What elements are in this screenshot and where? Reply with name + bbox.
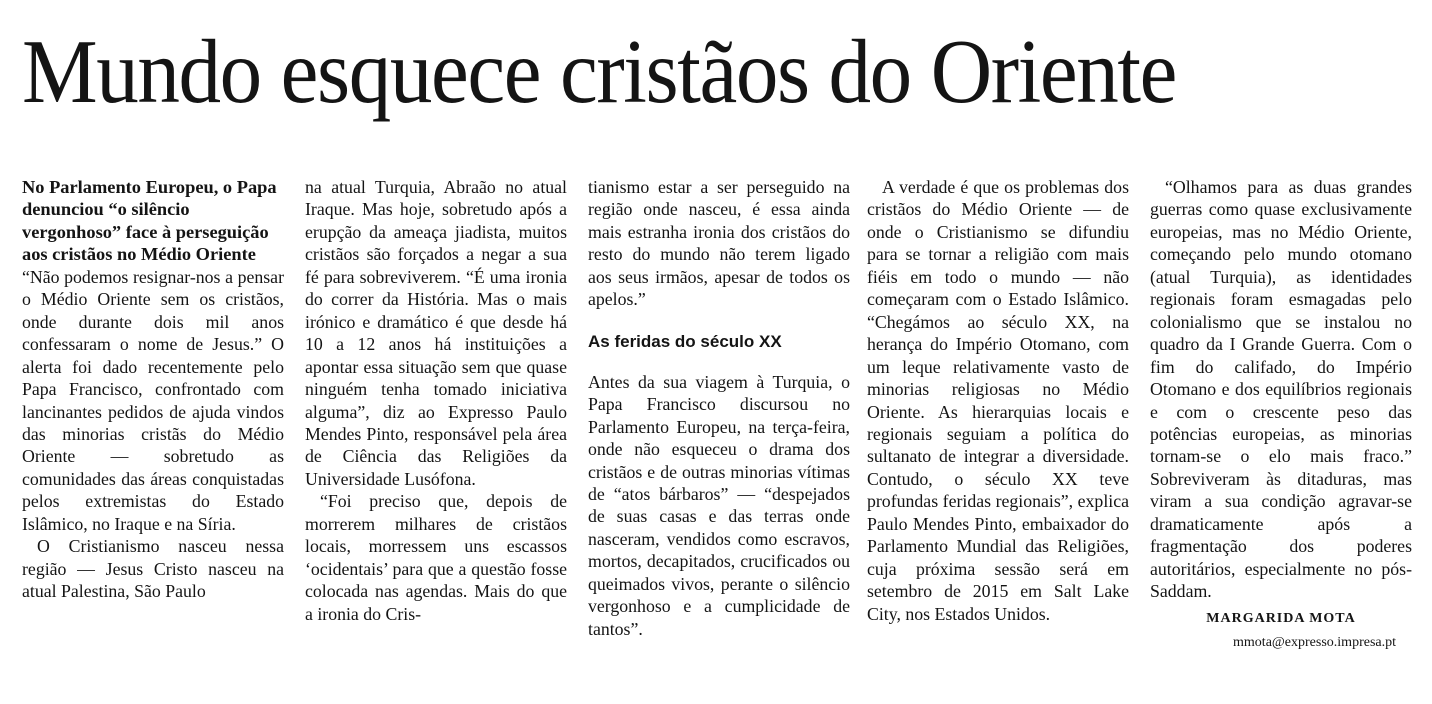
article-column-1 [22,176,284,603]
article-column-5 [1150,176,1412,653]
author-byline: MARGARIDA MOTA [1206,610,1356,626]
body-paragraph: tianismo estar a ser perseguido na região onde nasceu, é essa ainda mais estranha ironia dos cristãos do resto do mundo não terem ligado aos seus irmãos, apesar de todos os apelos.” [588,177,850,310]
body-paragraph: “Não podemos resignar-nos a pensar o Médio Oriente sem os cristãos, onde durante dois mil anos confessaram o nome de Jesus.” O alerta foi dado recentemente pelo Papa Francisco, confrontado com lancinantes pedidos de ajuda vindos das minorias cristãs do Médio Oriente — sobretudo as comunidades das áreas conquistadas pelos extremistas do Estado Islâmico, no Iraque e na Síria. [22,266,284,534]
article-column-3 [588,176,850,640]
article-column-4 [867,176,1129,625]
article-column-2 [305,176,567,625]
body-paragraph: “Olhamos para as duas grandes guerras como quase exclusivamente europeias, mas no Médio Oriente, começando pelo mundo otomano (atual Turquia), as identidades regionais foram esmagadas pelo colonialismo que se instalou no quadro da I Grande Guerra. Com o fim do califado, do Império Otomano e dos equilíbrios regionais e com o crescente peso das potências europeias, as minorias tornam-se o elo mais fraco.” Sobreviveram às ditaduras, mas viram a sua condição agravar-se dramaticamente após a fragmentação dos poderes autoritários, especialmente no pós-Saddam. [1150,177,1412,602]
body-paragraph: Antes da sua viagem à Turquia, o Papa Francisco discursou no Parlamento Europeu, na terça-feira, onde não esqueceu o drama dos cristãos e de outras minorias vítimas de “atos bárbaros” — “despejados de suas casas e das terras onde nasceram, vendidos como escravos, mortos, decapitados, crucificados ou queimados vivos, perante o silêncio vergonhoso e a cumplicidade de tantos”. [588,371,850,639]
body-paragraph: A verdade é que os problemas dos cristãos do Médio Oriente — de onde o Cristianismo se difundiu para se tornar a religião com mais fiéis em todo o mundo — não começaram com o Estado Islâmico. “Chegámos ao século XX, na herança do Império Otomano, com um leque relativamente vasto de minorias religiosas no Médio Oriente. As hierarquias locais e regionais seguiam a política do sultanato de integrar a diversidade. Contudo, o século XX teve profundas feridas regionais”, explica Paulo Mendes Pinto, embaixador do Parlamento Mundial das Religiões, cuja próxima sessão será em setembro de 2015 em Salt Lake City, nos Estados Unidos. [867,177,1129,624]
author-email: mmota@expresso.impresa.pt [1233,634,1396,650]
body-paragraph: na atual Turquia, Abraão no atual Iraque. Mas hoje, sobretudo após a erupção da ameaça jiadista, muitos cristãos são forçados a negar a sua fé para sobreviverem. “É uma ironia do correr da História. Mas o mais irónico e dramático é que desde há 10 a 12 anos há instituições a apontar essa situação sem que quase ninguém tenha tomado iniciativa alguma”, diz ao Expresso Paulo Mendes Pinto, responsável pela área de Ciência das Religiões da Universidade Lusófona. [305,177,567,489]
section-subheading: As feridas do século XX [588,331,782,351]
body-paragraph: “Foi preciso que, depois de morrerem milhares de cristãos locais, morressem uns escassos ‘ocidentais’ para que a questão fosse colocada nas agendas. Mais do que a ironia do Cris- [305,491,567,624]
headline: Mundo esquece cristãos do Oriente [22,21,1177,122]
lede: No Parlamento Europeu, o Papa denunciou “o silêncio vergonhoso” face à perseguição aos cristãos no Médio Oriente [22,177,277,265]
body-paragraph: O Cristianismo nasceu nessa região — Jesus Cristo nasceu na atual Palestina, São Paulo [22,536,284,602]
